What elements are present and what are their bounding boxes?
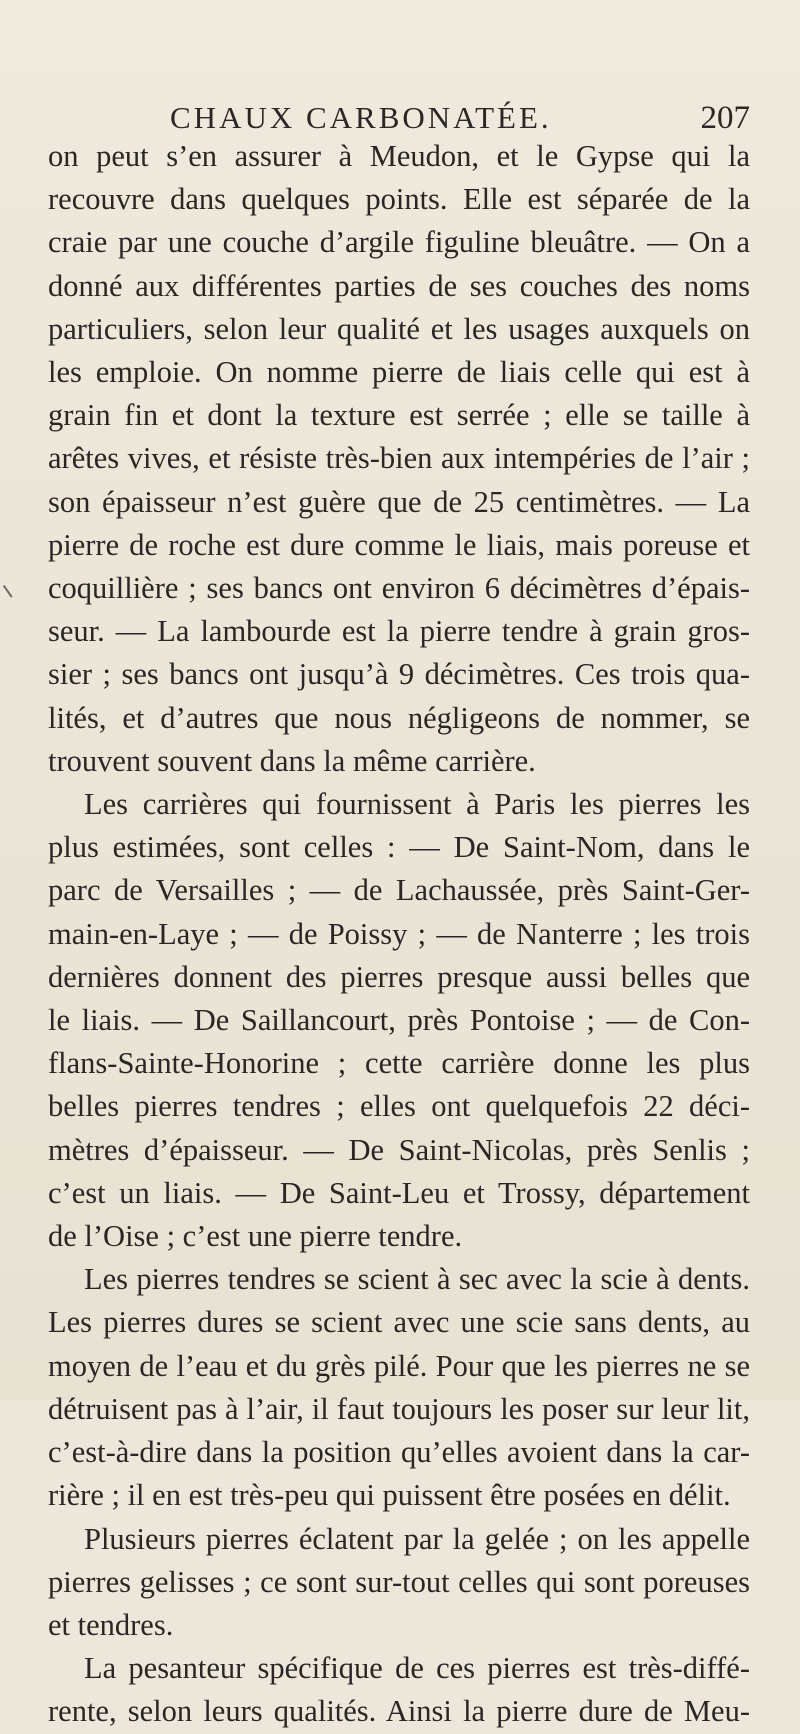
text-line: flans-Sainte-Honorine ; cette carrière donne les plus: [48, 1046, 750, 1081]
text-line: recouvre dans quelques points. Elle est séparée de la: [48, 182, 750, 217]
text-line: belles pierres tendres ; elles ont quelquefois 22 déci-: [48, 1089, 750, 1124]
running-title: CHAUX CARBONATÉE.: [170, 100, 552, 135]
text-line: particuliers, selon leur qualité et les usages auxquels on: [48, 311, 750, 346]
text-line: Les pierres dures se scient avec une scie sans dents, au: [48, 1305, 750, 1340]
text-line: plus estimées, sont celles : — De Saint-Nom, dans le: [48, 830, 750, 865]
text-line: La pesanteur spécifique de ces pierres est très-diffé-: [84, 1651, 750, 1686]
text-line: rière ; il en est très-peu qui puissent être posées en délit.: [48, 1478, 731, 1513]
text-line: son épaisseur n’est guère que de 25 centimètres. — La: [48, 484, 750, 519]
text-line: Les carrières qui fournissent à Paris les pierres les: [84, 787, 750, 822]
text-line: seur. — La lambourde est la pierre tendre à grain gros-: [48, 614, 750, 649]
text-line: de l’Oise ; c’est une pierre tendre.: [48, 1219, 463, 1254]
text-line: moyen de l’eau et du grès pilé. Pour que les pierres ne se: [48, 1348, 750, 1383]
text-line: donné aux différentes parties de ses couches des noms: [48, 268, 750, 303]
text-line: Plusieurs pierres éclatent par la gelée ; on les appelle: [84, 1521, 750, 1556]
text-line: on peut s’en assurer à Meudon, et le Gypse qui la: [48, 139, 750, 173]
page-number: 207: [700, 100, 750, 136]
paragraph: [48, 783, 750, 1258]
body-text: [48, 135, 750, 1734]
text-line: craie par une couche d’argile figuline bleuâtre. — On a: [48, 225, 750, 260]
text-line: arêtes vives, et résiste très-bien aux intempéries de l’air ;: [48, 441, 750, 476]
text-line: et tendres.: [48, 1607, 174, 1642]
text-line: détruisent pas à l’air, il faut toujours les poser sur leur lit,: [48, 1391, 750, 1426]
paragraph: [48, 1258, 750, 1517]
text-line: le liais. — De Saillancourt, près Pontoise ; — de Con-: [48, 1003, 750, 1038]
text-line: dernières donnent des pierres presque aussi belles que: [48, 959, 750, 994]
margin-mark: [3, 580, 19, 597]
paragraph: [48, 1518, 750, 1648]
text-line: coquillière ; ses bancs ont environ 6 décimètres d’épais-: [48, 571, 750, 606]
text-line: pierres gelisses ; ce sont sur-tout celles qui sont poreuses: [48, 1564, 750, 1599]
text-line: c’est-à-dire dans la position qu’elles avoient dans la car-: [48, 1435, 750, 1470]
text-line: parc de Versailles ; — de Lachaussée, près Saint-Ger-: [48, 873, 750, 908]
text-line: grain fin et dont la texture est serrée ; elle se taille à: [48, 398, 750, 433]
text-line: mètres d’épaisseur. — De Saint-Nicolas, près Senlis ;: [48, 1132, 750, 1167]
text-line: c’est un liais. — De Saint-Leu et Trossy, département: [48, 1175, 750, 1210]
text-line: sier ; ses bancs ont jusqu’à 9 décimètres. Ces trois qua-: [48, 657, 750, 692]
text-line: lités, et d’autres que nous négligeons de nommer, se: [48, 700, 750, 735]
text-line: les emploie. On nomme pierre de liais celle qui est à: [48, 355, 750, 390]
text-line: pierre de roche est dure comme le liais, mais poreuse et: [48, 527, 750, 562]
paragraph: [48, 135, 750, 783]
text-line: rente, selon leurs qualités. Ainsi la pierre dure de Meu-: [48, 1694, 750, 1729]
text-line: trouvent souvent dans la même carrière.: [48, 743, 536, 778]
paragraph: [48, 1647, 750, 1733]
text-line: Les pierres tendres se scient à sec avec la scie à dents.: [84, 1262, 750, 1297]
text-line: main-en-Laye ; — de Poissy ; — de Nanterre ; les trois: [48, 916, 750, 951]
